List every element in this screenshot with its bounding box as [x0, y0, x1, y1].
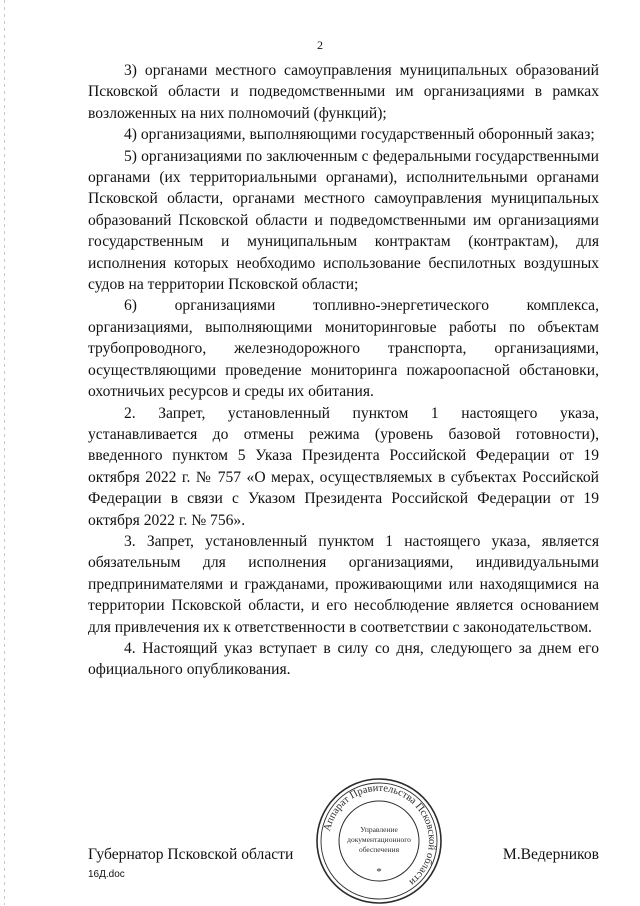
paragraph-item-3: 3) органами местного самоуправления муниципальных образований Псковской области и подведомственными им организациями в рамках возложенных на них полномочий (функций);	[88, 62, 599, 122]
star-icon: *	[376, 866, 382, 878]
paragraph-clause-4: 4. Настоящий указ вступает в силу со дня, следующего за днем его официального опубликования.	[88, 639, 599, 679]
seal-inner-line-3: обеспечения	[358, 845, 400, 854]
official-seal	[314, 776, 444, 906]
document-body	[88, 60, 599, 681]
file-name-label: 16Д.doc	[88, 869, 125, 880]
scan-edge	[4, 0, 5, 905]
paragraph-item-5: 5) организациями по заключенным с федеральными государственными органами (их территориальными органами), исполнительными органами Псковской области, органами местного самоуправления муниципальных образований Псковской области и подведомственными им организациями государственным и муниципальным контрактам (контрактам), для исполнения которых необходимо использование беспилотных воздушных судов на территории Псковской области;	[88, 147, 599, 294]
page-number: 2	[317, 38, 323, 52]
paragraph-item-4: 4) организациями, выполняющими государственный оборонный заказ;	[124, 126, 595, 144]
paragraph-clause-3: 3. Запрет, установленный пунктом 1 настоящего указа, является обязательным для исполнения организациями, индивидуальными предпринимателями и гражданами, проживающими или находящимися на территории Псковской области, и его несоблюдение является основанием для привлечения их к ответственности в соответствии с законодательством.	[88, 532, 599, 636]
paragraph-clause-2: 2. Запрет, установленный пунктом 1 настоящего указа, устанавливается до отмены режима (уровень базовой готовности), введенного пунктом 5 Указа Президента Российской Федерации от 19 октября 2022 г. № 757 «О мерах, осуществляемых в субъектах Российской Федерации в связи с Указом Президента Российской Федерации от 19 октября 2022 г. № 756».	[88, 404, 599, 529]
paragraph-item-6: 6) организациями топливно-энергетического комплекса, организациями, выполняющими мониторинговые работы по объектам трубопроводного, железнодорожного транспорта, организациями, осуществляющими проведение мониторинга пожароопасной обстановки, охотничьих ресурсов и среды их обитания.	[88, 297, 599, 401]
signatory-position: Губернатор Псковской области	[88, 846, 294, 863]
seal-inner-line-1: Управление	[360, 825, 398, 834]
seal-inner-line-2: документационного	[347, 835, 411, 844]
seal-outer-text: Аппарат Правительства Псковской области	[322, 782, 438, 888]
signatory-name: М.Ведерников	[502, 846, 599, 863]
